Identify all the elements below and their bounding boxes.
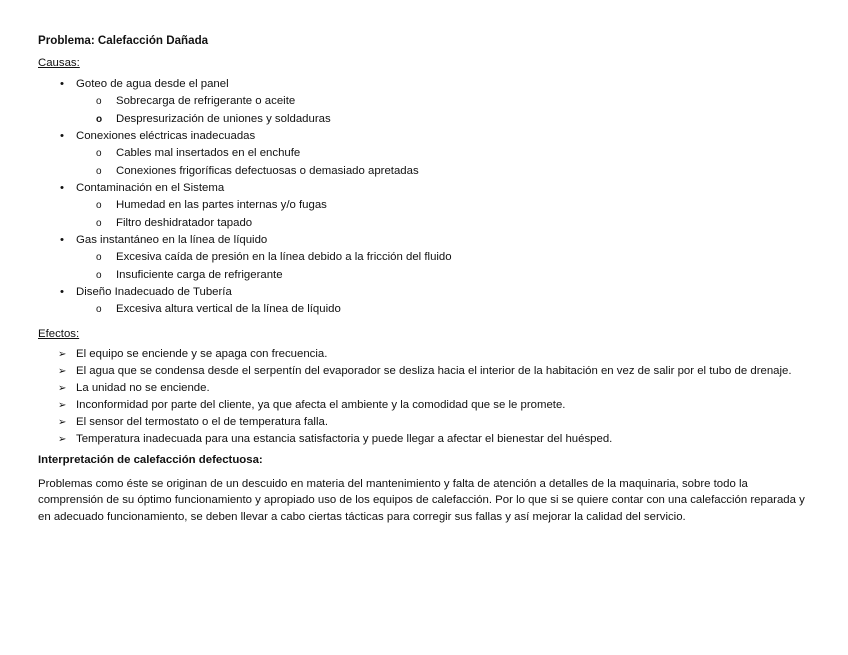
effect-text: Inconformidad por parte del cliente, ya que afecta el ambiente y la comodidad que se le promete. — [76, 398, 566, 411]
cause-item — [38, 180, 813, 232]
sub-cause-item — [76, 93, 813, 110]
cause-item — [38, 284, 813, 319]
sub-cause-text: Humedad en las partes internas y/o fugas — [116, 199, 327, 212]
cause-text: Gas instantáneo en la línea de líquido — [76, 234, 268, 247]
effect-item — [38, 398, 813, 413]
sub-cause-text: Excesiva altura vertical de la línea de líquido — [116, 303, 341, 316]
interpretation-title: Interpretación de calefacción defectuosa: — [38, 453, 263, 466]
cause-text: Diseño Inadecuado de Tubería — [76, 286, 232, 299]
circle-bullet-icon: o — [96, 269, 102, 281]
effect-text: El equipo se enciende y se apaga con frecuencia. — [76, 347, 328, 360]
effects-list — [38, 347, 813, 447]
circle-bullet-icon: o — [96, 252, 102, 264]
sub-cause-list — [76, 301, 813, 318]
effect-item — [38, 415, 813, 430]
sub-cause-text: Insuficiente carga de refrigerante — [116, 268, 283, 281]
effect-item — [38, 432, 813, 447]
cause-text: Contaminación en el Sistema — [76, 182, 225, 195]
circle-bullet-icon: o — [96, 113, 103, 125]
circle-bullet-icon: o — [96, 165, 102, 177]
effect-text: El agua que se condensa desde el serpentín del evaporador se desliza hacia el interior de la habitación en vez de salir por el tubo de drenaje. — [76, 364, 792, 377]
bullet-icon: • — [60, 286, 64, 299]
sub-cause-list — [76, 249, 813, 284]
causes-list — [38, 76, 813, 319]
sub-cause-text: Despresurización de uniones y soldaduras — [116, 112, 331, 125]
sub-cause-list — [76, 93, 813, 128]
circle-bullet-icon: o — [96, 200, 102, 212]
effect-item — [38, 381, 813, 396]
sub-cause-text: Conexiones frigoríficas defectuosas o demasiado apretadas — [116, 164, 419, 177]
bullet-icon: • — [60, 130, 64, 143]
effect-text: Temperatura inadecuada para una estancia satisfactoria y puede llegar a afectar el bienestar del huésped. — [76, 432, 613, 445]
sub-cause-text: Sobrecarga de refrigerante o aceite — [116, 95, 296, 108]
cause-item — [38, 232, 813, 284]
effect-text: La unidad no se enciende. — [76, 381, 210, 394]
arrow-bullet-icon: ➢ — [58, 348, 67, 360]
circle-bullet-icon: o — [96, 304, 102, 316]
sub-cause-text: Excesiva caída de presión en la línea debido a la fricción del fluido — [116, 251, 452, 264]
sub-cause-text: Filtro deshidratador tapado — [116, 216, 253, 229]
causes-label: Causas: — [38, 57, 80, 69]
document-page — [38, 34, 813, 525]
sub-cause-item — [76, 197, 813, 214]
interpretation-paragraph: Problemas como éste se originan de un descuido en materia del mantenimiento y falta de atención a detalles de la maquinaria, sobre todo la comprensión de su óptimo funcionamiento y apropiado uso de los equipos de calefacción. Por lo que si se quiere contar con una calefacción reparada y en adecuado funcionamiento, se deben llevar a cabo ciertas tácticas para corregir sus fallas y así mejorar la calidad del servicio. — [38, 477, 805, 523]
cause-text: Goteo de agua desde el panel — [76, 78, 229, 90]
circle-bullet-icon: o — [96, 217, 102, 229]
cause-item — [38, 128, 813, 180]
document-title: Problema: Calefacción Dañada — [38, 34, 209, 47]
sub-cause-item — [76, 301, 813, 318]
cause-text: Conexiones eléctricas inadecuadas — [76, 130, 256, 143]
arrow-bullet-icon: ➢ — [58, 416, 67, 428]
bullet-icon: • — [60, 182, 64, 195]
effect-item — [38, 364, 813, 379]
sub-cause-item — [76, 215, 813, 232]
circle-bullet-icon: o — [96, 148, 102, 160]
arrow-bullet-icon: ➢ — [58, 399, 67, 411]
arrow-bullet-icon: ➢ — [58, 365, 67, 377]
effect-text: El sensor del termostato o el de temperatura falla. — [76, 415, 328, 428]
arrow-bullet-icon: ➢ — [58, 382, 67, 394]
arrow-bullet-icon: ➢ — [58, 433, 67, 445]
sub-cause-item — [76, 267, 813, 284]
circle-bullet-icon: o — [96, 96, 102, 108]
cause-item — [38, 76, 813, 128]
sub-cause-item — [76, 145, 813, 162]
sub-cause-list — [76, 197, 813, 232]
sub-cause-list — [76, 145, 813, 180]
effect-item — [38, 347, 813, 362]
effects-label: Efectos: — [38, 327, 80, 340]
sub-cause-text: Cables mal insertados en el enchufe — [116, 147, 301, 160]
sub-cause-item — [76, 163, 813, 180]
bullet-icon: • — [60, 78, 64, 90]
bullet-icon: • — [60, 234, 64, 247]
sub-cause-item — [76, 249, 813, 266]
sub-cause-item — [76, 111, 813, 128]
